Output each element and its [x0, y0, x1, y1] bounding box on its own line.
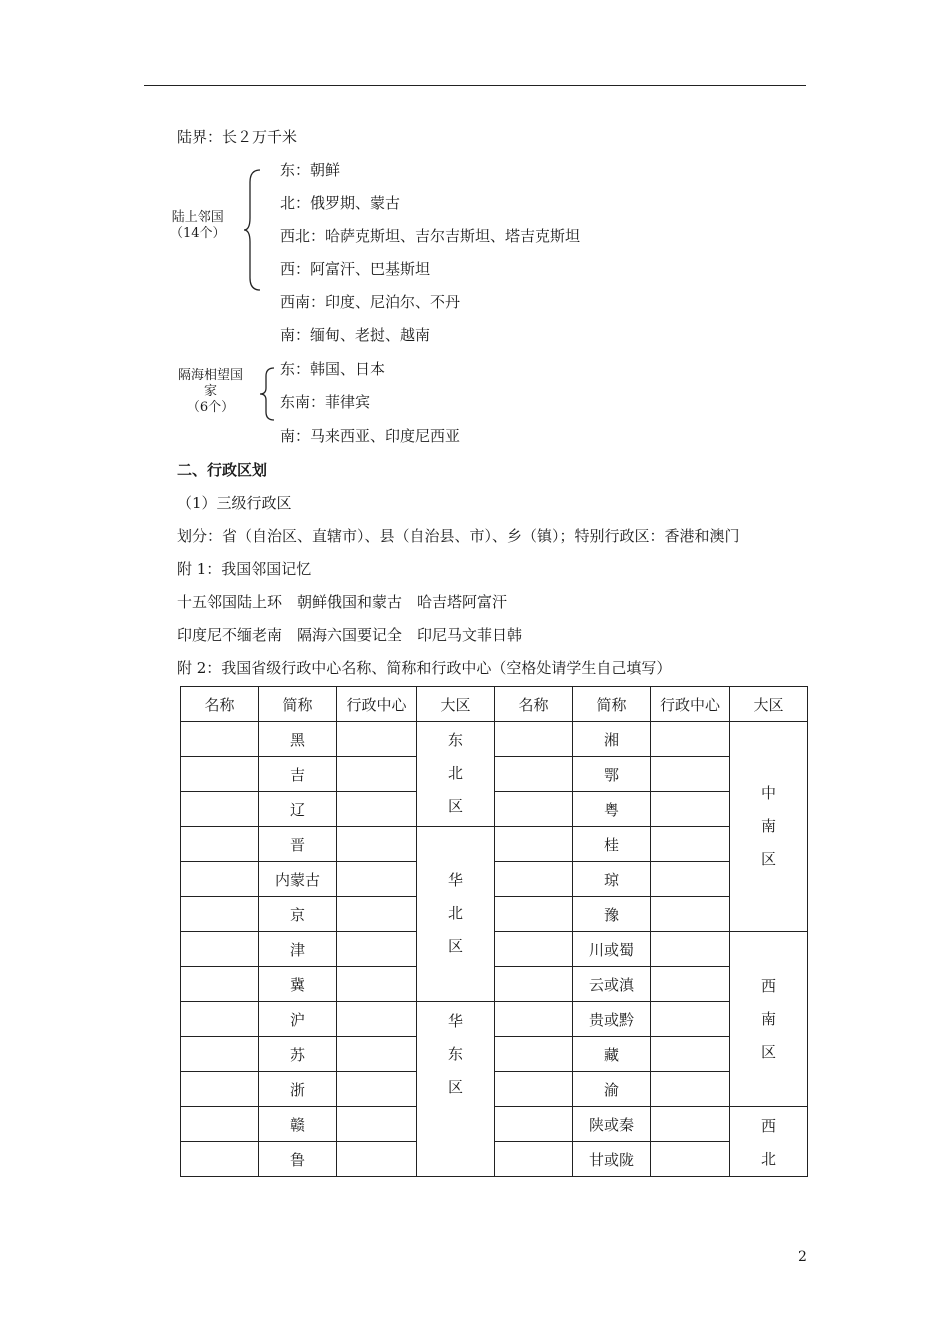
- right-region-cell: [730, 932, 808, 1107]
- left-name-cell[interactable]: [181, 897, 259, 932]
- left-name-cell[interactable]: [181, 932, 259, 967]
- appendix2-title: 附 2：我国省级行政中心名称、简称和行政中心（空格处请学生自己填写）: [177, 659, 672, 677]
- right-center-cell[interactable]: [651, 932, 730, 967]
- left-name-cell[interactable]: [181, 1142, 259, 1177]
- sea-neighbor-south: 南：马来西亚、印度尼西亚: [280, 427, 461, 445]
- left-name-cell[interactable]: [181, 757, 259, 792]
- neighbor-east: 东：朝鲜: [280, 161, 341, 179]
- right-abbr-cell: 云或滇: [573, 967, 651, 1002]
- left-abbr-cell: 鲁: [259, 1142, 337, 1177]
- left-region-cell: [417, 722, 495, 827]
- right-abbr-cell: 贵或黔: [573, 1002, 651, 1037]
- right-center-cell[interactable]: [651, 792, 730, 827]
- table-row: [181, 757, 808, 792]
- section-heading: 二、行政区划: [177, 461, 268, 479]
- table-row: [181, 827, 808, 862]
- neighbor-southwest: 西南：印度、尼泊尔、不丹: [280, 293, 461, 311]
- right-center-cell[interactable]: [651, 757, 730, 792]
- right-center-cell[interactable]: [651, 1072, 730, 1107]
- right-center-cell[interactable]: [651, 897, 730, 932]
- right-center-cell[interactable]: [651, 722, 730, 757]
- sea-neighbors-title-cont: 家: [204, 384, 218, 399]
- table-header-cell: 大区: [417, 687, 495, 722]
- table-row: [181, 1142, 808, 1177]
- right-center-cell[interactable]: [651, 827, 730, 862]
- left-center-cell[interactable]: [337, 897, 417, 932]
- region-char: 区: [447, 797, 463, 815]
- region-char: 区: [447, 1078, 463, 1096]
- right-name-cell[interactable]: [495, 967, 573, 1002]
- left-name-cell[interactable]: [181, 862, 259, 897]
- right-abbr-cell: 湘: [573, 722, 651, 757]
- left-name-cell[interactable]: [181, 722, 259, 757]
- left-center-cell[interactable]: [337, 1142, 417, 1177]
- right-region-cell: [730, 1107, 808, 1177]
- left-abbr-cell: 浙: [259, 1072, 337, 1107]
- region-char: 区: [760, 1042, 776, 1061]
- table-header-cell: 大区: [730, 687, 808, 722]
- left-center-cell[interactable]: [337, 792, 417, 827]
- left-abbr-cell: 苏: [259, 1037, 337, 1072]
- neighbor-south: 南：缅甸、老挝、越南: [280, 326, 431, 344]
- table-row: [181, 932, 808, 967]
- left-abbr-cell: 京: [259, 897, 337, 932]
- table-row: [181, 897, 808, 932]
- left-center-cell[interactable]: [337, 1037, 417, 1072]
- table-row: [181, 1002, 808, 1037]
- right-abbr-cell: 渝: [573, 1072, 651, 1107]
- sea-neighbor-east: 东：韩国、日本: [280, 360, 386, 378]
- left-name-cell[interactable]: [181, 1002, 259, 1037]
- province-table: [180, 686, 808, 1177]
- left-region-cell: [417, 827, 495, 1002]
- left-abbr-cell: 内蒙古: [259, 862, 337, 897]
- land-neighbors-brace: [242, 168, 266, 292]
- region-char: 南: [760, 817, 776, 835]
- table-row: [181, 792, 808, 827]
- table-row: [181, 1072, 808, 1107]
- neighbor-northwest: 西北：哈萨克斯坦、吉尔吉斯坦、塔吉克斯坦: [280, 227, 581, 245]
- land-border-line: 陆界：长２万千米: [177, 128, 298, 146]
- neighbor-west: 西：阿富汗、巴基斯坦: [280, 260, 431, 278]
- page-number: 2: [798, 1249, 807, 1265]
- table-header-cell: 简称: [573, 687, 651, 722]
- left-center-cell[interactable]: [337, 967, 417, 1002]
- table-header-row: [181, 687, 808, 722]
- region-char: 区: [760, 850, 776, 868]
- right-name-cell[interactable]: [495, 897, 573, 932]
- right-abbr-cell: 藏: [573, 1037, 651, 1072]
- left-center-cell[interactable]: [337, 1002, 417, 1037]
- right-center-cell[interactable]: [651, 1142, 730, 1177]
- left-center-cell[interactable]: [337, 862, 417, 897]
- table-row: [181, 1037, 808, 1072]
- left-name-cell[interactable]: [181, 1107, 259, 1142]
- right-name-cell[interactable]: [495, 862, 573, 897]
- left-abbr-cell: 沪: [259, 1002, 337, 1037]
- region-char: 北: [447, 764, 463, 782]
- right-name-cell[interactable]: [495, 1072, 573, 1107]
- right-name-cell[interactable]: [495, 792, 573, 827]
- region-char: 东: [447, 1045, 463, 1063]
- right-name-cell[interactable]: [495, 1002, 573, 1037]
- right-center-cell[interactable]: [651, 1037, 730, 1072]
- right-name-cell[interactable]: [495, 1107, 573, 1142]
- right-name-cell[interactable]: [495, 1037, 573, 1072]
- left-abbr-cell: 津: [259, 932, 337, 967]
- left-center-cell[interactable]: [337, 1107, 417, 1142]
- right-name-cell[interactable]: [495, 932, 573, 967]
- header-rule: [144, 85, 806, 86]
- table-row: [181, 722, 808, 757]
- region-char: 西: [760, 976, 776, 995]
- region-char: 区: [447, 937, 463, 955]
- region-char: 华: [447, 1012, 463, 1030]
- left-abbr-cell: 黑: [259, 722, 337, 757]
- right-abbr-cell: 鄂: [573, 757, 651, 792]
- subsection-heading: （1）三级行政区: [177, 494, 292, 512]
- sea-neighbors-count: （6个）: [186, 400, 235, 415]
- land-neighbors-count: （14个）: [170, 226, 226, 241]
- table-row: [181, 967, 808, 1002]
- right-abbr-cell: 陕或秦: [573, 1107, 651, 1142]
- left-abbr-cell: 赣: [259, 1107, 337, 1142]
- table-header-cell: 名称: [181, 687, 259, 722]
- rhyme-line-2: 印度尼不缅老南 隔海六国要记全 印尼马文菲日韩: [177, 626, 523, 644]
- region-char: 中: [760, 784, 776, 802]
- sea-neighbors-title: 隔海相望国: [178, 368, 244, 383]
- right-abbr-cell: 川或蜀: [573, 932, 651, 967]
- table-header-cell: 名称: [495, 687, 573, 722]
- land-neighbors-label: [170, 210, 226, 242]
- left-center-cell[interactable]: [337, 1072, 417, 1107]
- right-abbr-cell: 琼: [573, 862, 651, 897]
- neighbor-north: 北：俄罗期、蒙古: [280, 194, 401, 212]
- left-center-cell[interactable]: [337, 722, 417, 757]
- left-center-cell[interactable]: [337, 932, 417, 967]
- right-name-cell[interactable]: [495, 1142, 573, 1177]
- rhyme-line-1: 十五邻国陆上环 朝鲜俄国和蒙古 哈吉塔阿富汗: [177, 593, 508, 611]
- right-abbr-cell: 粤: [573, 792, 651, 827]
- table-header-cell: 行政中心: [651, 687, 730, 722]
- right-name-cell[interactable]: [495, 757, 573, 792]
- table-row: [181, 1107, 808, 1142]
- right-center-cell[interactable]: [651, 1107, 730, 1142]
- left-name-cell[interactable]: [181, 1072, 259, 1107]
- left-name-cell[interactable]: [181, 792, 259, 827]
- right-center-cell[interactable]: [651, 1002, 730, 1037]
- region-char: 华: [447, 871, 463, 889]
- table-header-cell: 行政中心: [337, 687, 417, 722]
- right-abbr-cell: 甘或陇: [573, 1142, 651, 1177]
- left-abbr-cell: 辽: [259, 792, 337, 827]
- left-region-cell: [417, 1002, 495, 1177]
- left-center-cell[interactable]: [337, 827, 417, 862]
- right-abbr-cell: 豫: [573, 897, 651, 932]
- region-char: 北: [760, 1150, 776, 1168]
- sea-neighbor-southeast: 东南：菲律宾: [280, 393, 371, 411]
- left-abbr-cell: 晋: [259, 827, 337, 862]
- right-center-cell[interactable]: [651, 967, 730, 1002]
- right-region-cell: [730, 722, 808, 932]
- table-header-cell: 简称: [259, 687, 337, 722]
- sea-neighbors-brace: [258, 366, 278, 422]
- right-name-cell[interactable]: [495, 827, 573, 862]
- appendix1-title: 附 1：我国邻国记忆: [177, 560, 312, 578]
- division-line: 划分：省（自治区、直辖市）、县（自治县、市）、乡（镇）；特别行政区：香港和澳门: [177, 527, 740, 545]
- left-name-cell[interactable]: [181, 1037, 259, 1072]
- region-char: 西: [760, 1117, 776, 1135]
- left-abbr-cell: 冀: [259, 967, 337, 1002]
- region-char: 东: [447, 731, 463, 749]
- right-name-cell[interactable]: [495, 722, 573, 757]
- sea-neighbors-label: [178, 368, 243, 416]
- region-char: 南: [760, 1009, 776, 1028]
- region-char: 北: [447, 904, 463, 922]
- left-name-cell[interactable]: [181, 827, 259, 862]
- left-abbr-cell: 吉: [259, 757, 337, 792]
- right-abbr-cell: 桂: [573, 827, 651, 862]
- left-name-cell[interactable]: [181, 967, 259, 1002]
- table-row: [181, 862, 808, 897]
- left-center-cell[interactable]: [337, 757, 417, 792]
- land-neighbors-title: 陆上邻国: [171, 210, 224, 225]
- right-center-cell[interactable]: [651, 862, 730, 897]
